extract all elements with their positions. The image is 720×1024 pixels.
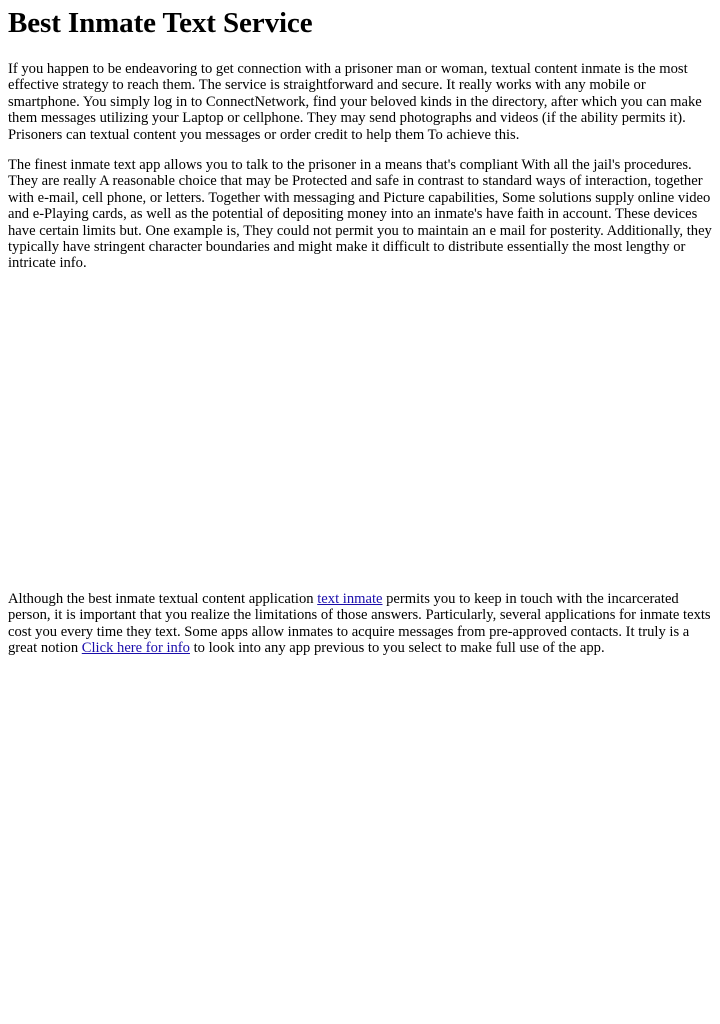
text-inmate-link[interactable]: text inmate: [317, 590, 383, 607]
paragraph-limitations: [8, 591, 712, 657]
paragraph-app-details: The finest inmate text app allows you to talk to the prisoner in a means that's compliant With all the jail's procedures. They are really A reasonable choice that may be Protected and safe in contrast to standard ways of interaction, together with e-mail, cell phone, or letters. Together with messaging and Picture capabilities, Some solutions supply online video and e-Playing cards, as well as the potential of depositing money into an inmate's have faith in account. These devices have certain limits but. One example is, They could not permit you to maintain an e mail for posterity. Additionally, they typically have stringent character boundaries and might make it difficult to distribute essentially the most lengthy or intricate info.: [8, 157, 712, 272]
click-here-link[interactable]: Click here for info: [81, 640, 190, 657]
paragraph-text: to look into any app previous to you select to make full use of the app.: [189, 640, 605, 657]
blank-space: [8, 286, 712, 591]
page-title: Best Inmate Text Service: [8, 7, 313, 39]
paragraph-intro: If you happen to be endeavoring to get connection with a prisoner man or woman, textual content inmate is the most effective strategy to reach them. The service is straightforward and secure. It really works with any mobile or smartphone. You simply log in to ConnectNetwork, find your beloved kinds in the directory, after which you can make them messages utilizing your Laptop or cellphone. They may send photographs and videos (if the ability permits it). Prisoners can textual content you messages or order credit to help them To achieve this.: [8, 61, 702, 143]
paragraph-text: Although the best inmate textual content application: [8, 590, 318, 607]
paragraph-text: permits you to keep in touch with the incarcerated person, it is important that you realize the limitations of those answers. Particularly, several applications for inmate texts cost you every time they text. Some apps allow inmates to acquire messages from pre-approved contacts. It truly is a great notion: [8, 590, 711, 657]
article: [0, 6, 720, 657]
